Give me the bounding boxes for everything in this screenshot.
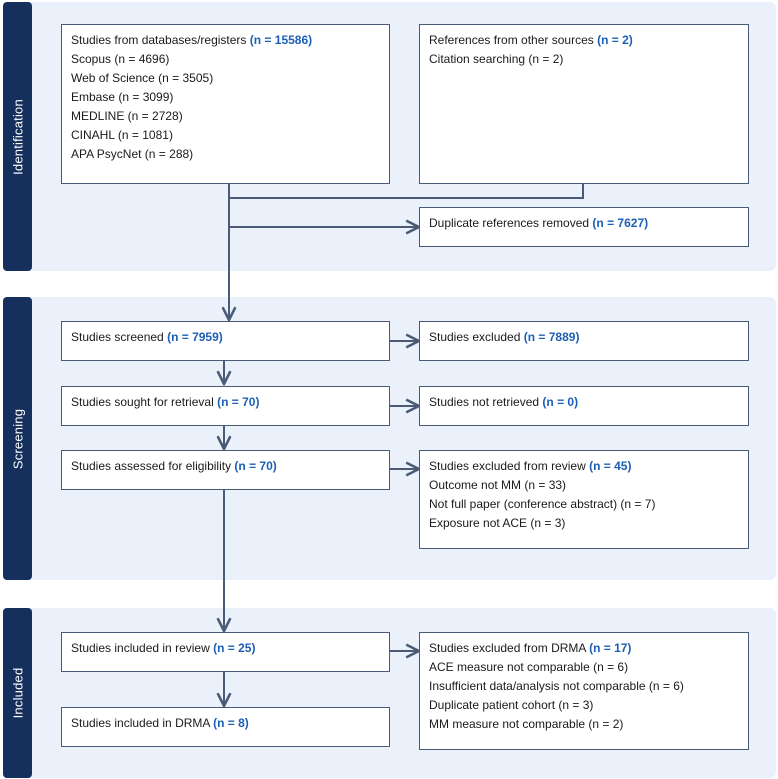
- excluded-drma-count: (n = 17): [589, 641, 632, 655]
- stage-identification-label: Identification: [10, 98, 25, 175]
- databases-count: (n = 15586): [249, 33, 313, 47]
- in-review-count: (n = 25): [213, 641, 256, 655]
- database-item: Scopus (n = 4696): [71, 52, 170, 66]
- other-source-item: Citation searching (n = 2): [429, 52, 564, 66]
- not-retrieved-box: [419, 386, 749, 426]
- in-drma-title: Studies included in DRMA: [71, 716, 210, 730]
- excluded-review-count: (n = 45): [589, 459, 632, 473]
- assessed-box: [61, 450, 390, 490]
- drma-exclusion-reason: Insufficient data/analysis not comparable (n = 6): [429, 679, 684, 693]
- other-sources-box: [419, 24, 749, 184]
- screened-box: [61, 321, 390, 361]
- database-item: MEDLINE (n = 2728): [71, 109, 183, 123]
- not-retrieved-title: Studies not retrieved: [429, 395, 540, 409]
- excluded-count: (n = 7889): [523, 330, 580, 344]
- in-review-box: [61, 632, 390, 672]
- not-retrieved-count: (n = 0): [542, 395, 579, 409]
- other-sources-count: (n = 2): [597, 33, 633, 47]
- excluded-review-box: [419, 450, 749, 549]
- duplicates-box: [419, 207, 749, 247]
- excluded-box: [419, 321, 749, 361]
- drma-exclusion-reason: Duplicate patient cohort (n = 3): [429, 698, 594, 712]
- duplicates-count: (n = 7627): [592, 216, 649, 230]
- assessed-title: Studies assessed for eligibility: [71, 459, 232, 473]
- stage-included-label: Included: [10, 667, 25, 719]
- in-drma-count: (n = 8): [213, 716, 249, 730]
- database-item: APA PsycNet (n = 288): [71, 147, 194, 161]
- stage-screening-label: Screening: [10, 408, 25, 469]
- exclusion-reason: Exposure not ACE (n = 3): [429, 516, 566, 530]
- sought-count: (n = 70): [217, 395, 260, 409]
- databases-title: Studies from databases/registers: [71, 33, 247, 47]
- excluded-title: Studies excluded: [429, 330, 521, 344]
- drma-exclusion-reason: MM measure not comparable (n = 2): [429, 717, 624, 731]
- sought-box: [61, 386, 390, 426]
- exclusion-reason: Outcome not MM (n = 33): [429, 478, 567, 492]
- sought-title: Studies sought for retrieval: [71, 395, 214, 409]
- exclusion-reason: Not full paper (conference abstract) (n = 7): [429, 497, 656, 511]
- other-sources-title: References from other sources: [429, 33, 594, 47]
- excluded-drma-title: Studies excluded from DRMA: [429, 641, 586, 655]
- databases-box: [61, 24, 390, 184]
- connector-other-sources-merge: [229, 183, 583, 198]
- excluded-review-title: Studies excluded from review: [429, 459, 586, 473]
- in-drma-box: [61, 707, 390, 747]
- database-item: Web of Science (n = 3505): [71, 71, 214, 85]
- assessed-count: (n = 70): [234, 459, 277, 473]
- screened-count: (n = 7959): [167, 330, 223, 344]
- database-item: Embase (n = 3099): [71, 90, 174, 104]
- database-item: CINAHL (n = 1081): [71, 128, 173, 142]
- screened-title: Studies screened: [71, 330, 164, 344]
- duplicates-title: Duplicate references removed: [429, 216, 590, 230]
- in-review-title: Studies included in review: [71, 641, 210, 655]
- excluded-drma-box: [419, 632, 749, 750]
- drma-exclusion-reason: ACE measure not comparable (n = 6): [429, 660, 629, 674]
